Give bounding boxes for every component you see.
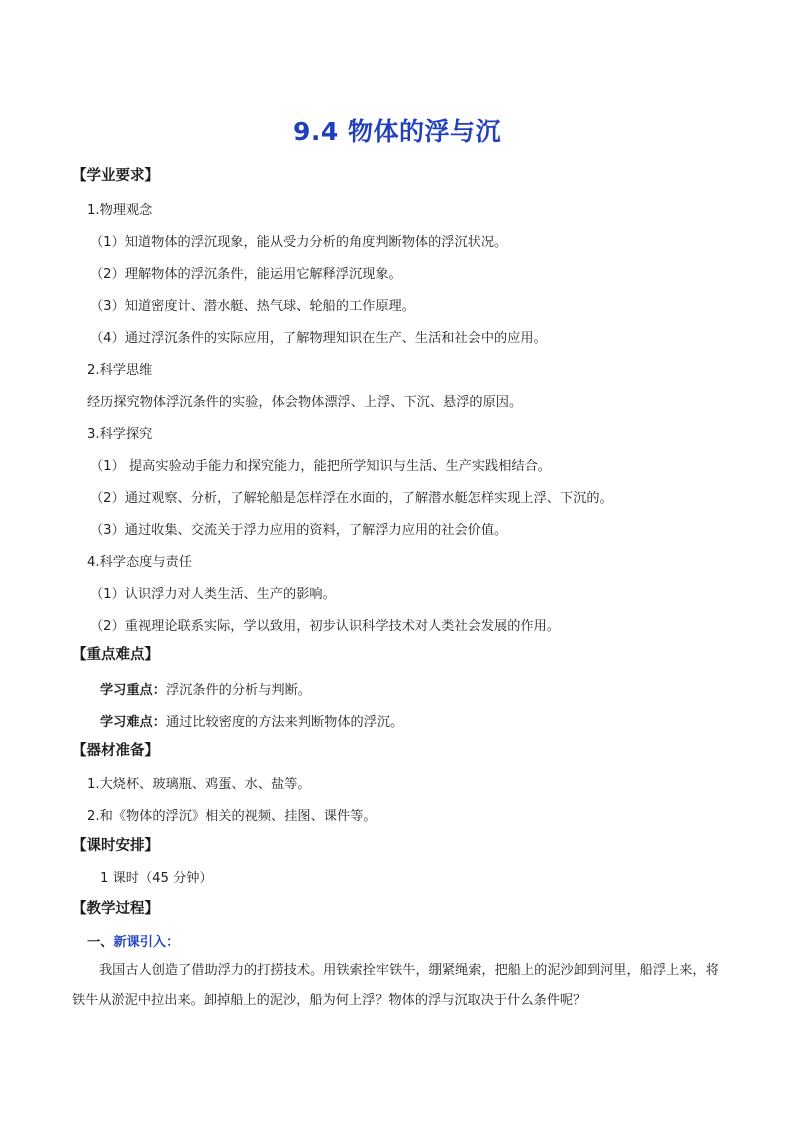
requirement-group-label: 3.科学探究	[87, 427, 153, 442]
requirement-item: （3）知道密度计、潜水艇、热气球、轮船的工作原理。	[90, 299, 415, 314]
key-point-focus	[100, 679, 311, 698]
key-point-difficulty	[100, 711, 403, 730]
difficulty-label: 学习难点：	[100, 715, 166, 730]
section-heading-process: 【教学过程】	[72, 901, 159, 917]
step-number: 一、	[87, 935, 114, 950]
requirement-item: 经历探究物体浮沉条件的实验，体会物体漂浮、上浮、下沉、悬浮的原因。	[87, 395, 523, 410]
requirement-item: （1）认识浮力对人类生活、生产的影响。	[90, 587, 336, 602]
requirement-item: （1）知道物体的浮沉现象，能从受力分析的角度判断物体的浮沉状况。	[90, 235, 508, 250]
requirement-item: （2）重视理论联系实际，学以致用，初步认识科学技术对人类社会发展的作用。	[90, 619, 560, 634]
requirement-group-label: 4.科学态度与责任	[87, 555, 192, 570]
requirement-item: （2）通过观察、分析，了解轮船是怎样浮在水面的，了解潜水艇怎样实现上浮、下沉的。	[90, 491, 613, 506]
page-title: 9.4 物体的浮与沉	[293, 117, 501, 146]
section-heading-schedule: 【课时安排】	[72, 838, 159, 854]
focus-label: 学习重点：	[100, 683, 166, 698]
process-step-heading	[87, 931, 179, 950]
difficulty-text: 通过比较密度的方法来判断物体的浮沉。	[165, 715, 404, 730]
requirement-group-label: 1.物理观念	[87, 203, 153, 218]
requirement-group-label: 2.科学思维	[87, 363, 153, 378]
section-heading-materials: 【器材准备】	[72, 743, 159, 759]
schedule-text: 1 课时（45 分钟）	[100, 871, 213, 886]
requirement-item: （2）理解物体的浮沉条件，能运用它解释浮沉现象。	[90, 267, 402, 282]
step-title: 新课引入：	[113, 935, 180, 950]
focus-text: 浮沉条件的分析与判断。	[165, 683, 311, 698]
section-heading-key-points: 【重点难点】	[72, 647, 159, 663]
requirement-item: （3）通过收集、交流关于浮力应用的资料，了解浮力应用的社会价值。	[90, 523, 508, 538]
requirement-item: （1） 提高实验动手能力和探究能力，能把所学知识与生活、生产实践相结合。	[90, 459, 551, 474]
intro-paragraph: 我国古人创造了借助浮力的打捞技术。用铁索拴牢铁牛，绷紧绳索，把船上的泥沙卸到河里，船浮上来，将铁牛从淤泥中拉出来。卸掉船上的泥沙，船为何上浮？物体的浮与沉取决于什么条件呢？	[72, 963, 719, 1008]
material-item: 2.和《物体的浮沉》相关的视频、挂图、课件等。	[87, 809, 377, 824]
requirement-item: （4）通过浮沉条件的实际应用，了解物理知识在生产、生活和社会中的应用。	[90, 331, 547, 346]
section-heading-requirements: 【学业要求】	[72, 168, 159, 184]
material-item: 1.大烧杯、玻璃瓶、鸡蛋、水、盐等。	[87, 777, 311, 792]
